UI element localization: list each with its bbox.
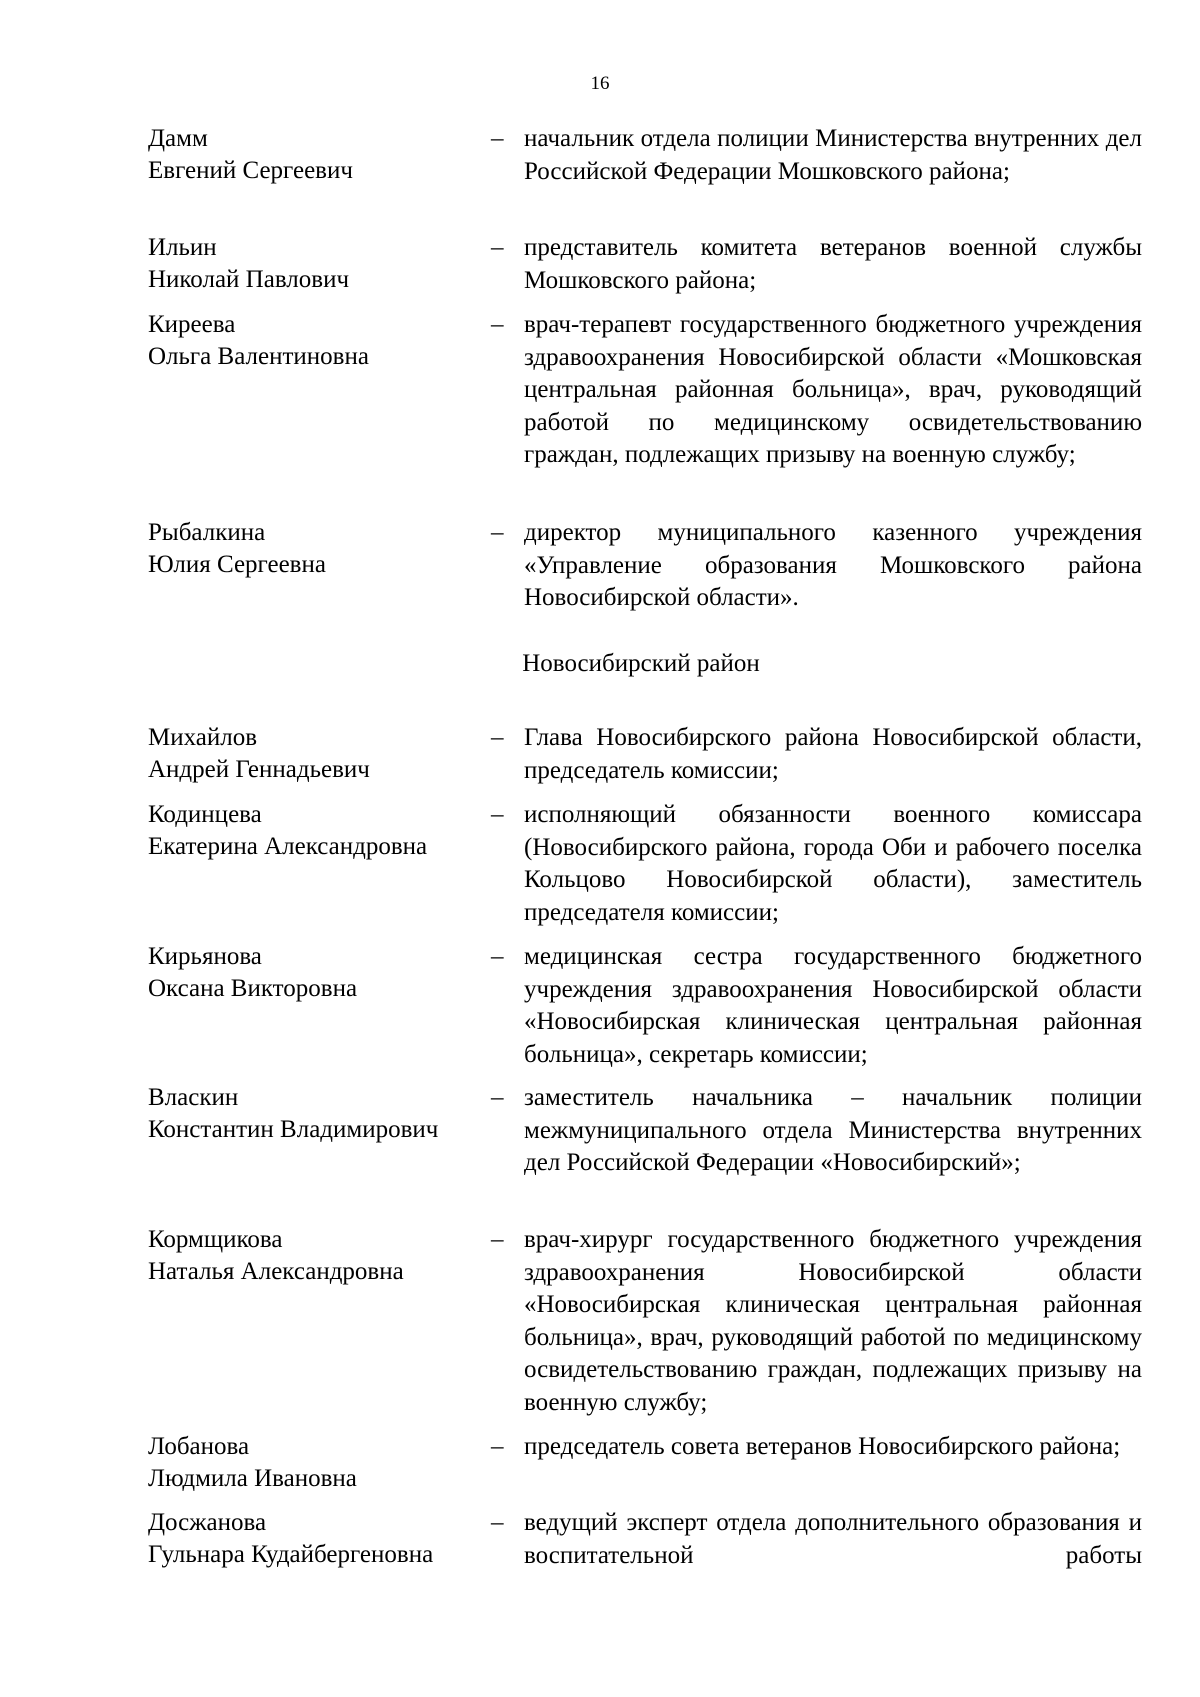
member-surname: Михайлов: [148, 724, 258, 751]
member-role: заместитель начальника – начальник полиции межмуниципального отдела Министерства внутренних дел Российской Федерации «Новосибирский»;: [524, 1084, 1142, 1176]
member-role: врач-хирург государственного бюджетного учреждения здравоохранения Новосибирской области «Новосибирская клиническая центральная районная больница», врач, руководящий работой по медицинскому освидетельствованию граждан, подлежащих призыву на военную службу;: [524, 1226, 1142, 1416]
member-role: директор муниципального казенного учреждения «Управление образования Мошковского района Новосибирской области».: [524, 519, 1142, 611]
member-role: председатель совета ветеранов Новосибирского района;: [524, 1433, 1121, 1460]
dash-separator: –: [491, 1226, 504, 1253]
member-role: ведущий эксперт отдела дополнительного образования и воспитательной работы: [524, 1509, 1142, 1569]
dash-separator: –: [491, 125, 504, 152]
member-name: [148, 1431, 488, 1495]
dash-separator: –: [491, 311, 504, 338]
member-name: [148, 799, 488, 863]
member-name: [148, 1082, 488, 1146]
member-role: Глава Новосибирского района Новосибирской области, председатель комиссии;: [524, 724, 1142, 784]
dash-separator: –: [491, 1084, 504, 1111]
member-surname: Лобанова: [148, 1433, 250, 1460]
member-given-name: Ольга Валентиновна: [148, 343, 369, 370]
member-surname: Киреева: [148, 311, 236, 338]
member-given-name: Наталья Александровна: [148, 1258, 404, 1285]
member-given-name: Евгений Сергеевич: [148, 157, 353, 184]
member-given-name: Оксана Викторовна: [148, 975, 358, 1002]
member-name: [148, 123, 488, 187]
member-given-name: Юлия Сергеевна: [148, 551, 326, 578]
member-surname: Рыбалкина: [148, 519, 266, 546]
member-given-name: Андрей Геннадьевич: [148, 756, 370, 783]
dash-separator: –: [491, 234, 504, 261]
member-role: медицинская сестра государственного бюджетного учреждения здравоохранения Новосибирской области «Новосибирская клиническая центральная районная больница», секретарь комиссии;: [524, 943, 1142, 1068]
section-heading: Новосибирский район: [522, 650, 760, 677]
dash-separator: –: [491, 801, 504, 828]
member-name: [148, 309, 488, 373]
member-name: [148, 1507, 488, 1571]
dash-separator: –: [491, 724, 504, 751]
member-surname: Кормщикова: [148, 1226, 283, 1253]
member-role: начальник отдела полиции Министерства внутренних дел Российской Федерации Мошковского района;: [524, 125, 1142, 185]
dash-separator: –: [491, 1509, 504, 1536]
member-given-name: Николай Павлович: [148, 266, 350, 293]
member-given-name: Екатерина Александровна: [148, 833, 428, 860]
member-given-name: Константин Владимирович: [148, 1116, 439, 1143]
member-surname: Кирьянова: [148, 943, 262, 970]
member-role: исполняющий обязанности военного комиссара (Новосибирского района, города Оби и рабочего поселка Кольцово Новосибирской области), заместитель председателя комиссии;: [524, 801, 1142, 926]
member-name: [148, 941, 488, 1005]
member-role: представитель комитета ветеранов военной службы Мошковского района;: [524, 234, 1142, 294]
dash-separator: –: [491, 1433, 504, 1460]
member-surname: Дамм: [148, 125, 208, 152]
dash-separator: –: [491, 943, 504, 970]
member-name: [148, 1224, 488, 1288]
member-given-name: Гульнара Кудайбергеновна: [148, 1541, 434, 1568]
member-name: [148, 722, 488, 786]
member-name: [148, 517, 488, 581]
member-name: [148, 232, 488, 296]
member-given-name: Людмила Ивановна: [148, 1465, 357, 1492]
member-surname: Досжанова: [148, 1509, 267, 1536]
page-number: 16: [590, 73, 610, 94]
member-surname: Власкин: [148, 1084, 239, 1111]
member-surname: Кодинцева: [148, 801, 262, 828]
member-surname: Ильин: [148, 234, 217, 261]
dash-separator: –: [491, 519, 504, 546]
member-role: врач-терапевт государственного бюджетного учреждения здравоохранения Новосибирской области «Мошковская центральная районная больница», врач, руководящий работой по медицинскому освидетельствованию граждан, подлежащих призыву на военную службу;: [524, 311, 1142, 468]
